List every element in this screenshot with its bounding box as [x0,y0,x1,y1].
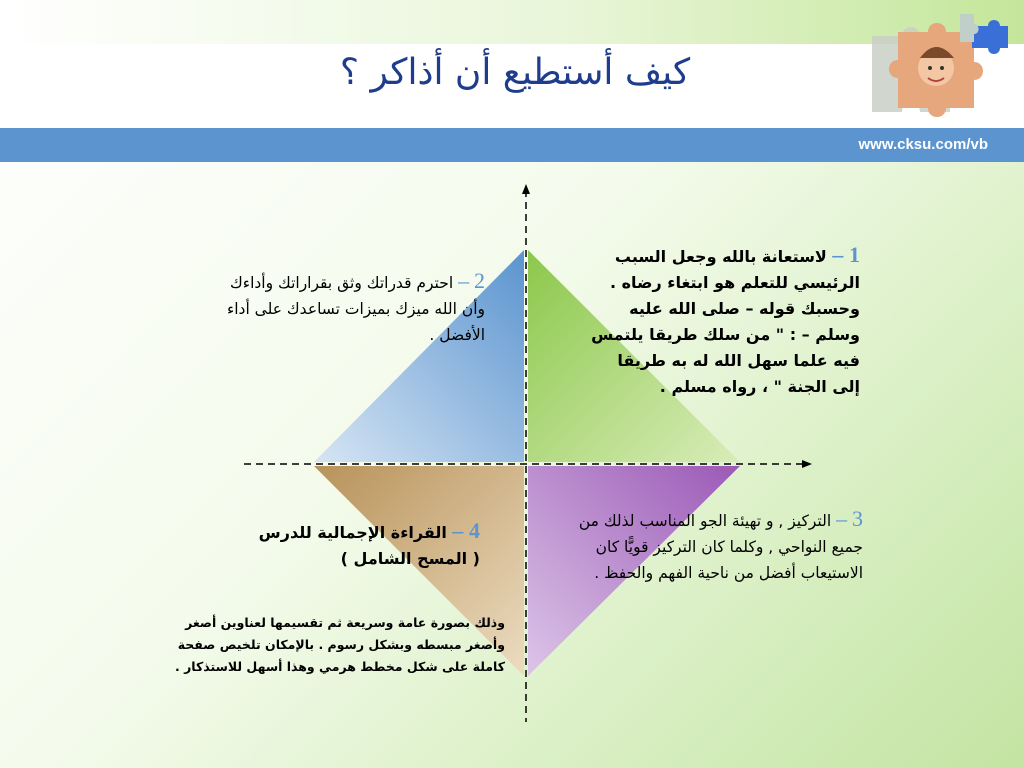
quadrant-3-dash: – [836,506,848,531]
slide-title: كيف أستطيع أن أذاكر ؟ [339,52,691,93]
quadrant-2-text [210,268,485,348]
quadrant-1-body: لاستعانة بالله وجعل السبب الرئيسي للتعلم هو ابتغاء رضاه . وحسبك قوله – صلى الله عليه وسلم – : " من سلك طريقا يلتمس فيه علما سهل الله له به طريقا إلى الجنة " ، رواه مسلم . [591,247,860,396]
quadrant-3-body: التركيز , و تهيئة الجو المناسب لذلك من جميع النواحي , وكلما كان التركيز قويًّا كان الاستيعاب أفضل من ناحية الفهم والحفظ . [578,512,863,582]
quadrant-1-text [590,242,860,400]
quadrant-4-heading-text: القراءة الإجمالية للدرس [258,523,447,542]
quadrant-4-number: 4 [469,518,480,543]
quadrant-4-heading [230,518,480,572]
quadrant-2-body: احترم قدراتك وثق بقراراتك وأداءك وأن الله ميزك بميزات تساعدك على أداء الأفضل . [226,274,485,344]
quadrant-2-dash: – [458,268,470,293]
url-text: www.cksu.com/vb [858,136,988,153]
vertical-axis-arrow [522,184,530,194]
quadrant-4-dash: – [452,518,464,543]
quadrant-2-number: 2 [474,268,485,293]
quadrant-3-number: 3 [852,506,863,531]
quadrant-1-dash: – [832,242,844,267]
quadrant-4-subheading: ( المسح الشامل ) [340,549,480,568]
horizontal-axis-arrow [802,460,812,468]
quadrant-4-body: وذلك بصورة عامة وسريعة ثم تقسيمها لعناوين أصغر وأصغر مبسطه وبشكل رسوم . بالإمكان تلخيص صفحة كاملة على شكل مخطط هرمي وهذا أسهل للاستذكار . [175,615,505,674]
quadrant-1-number: 1 [849,242,860,267]
quadrant-3-text [578,506,863,586]
